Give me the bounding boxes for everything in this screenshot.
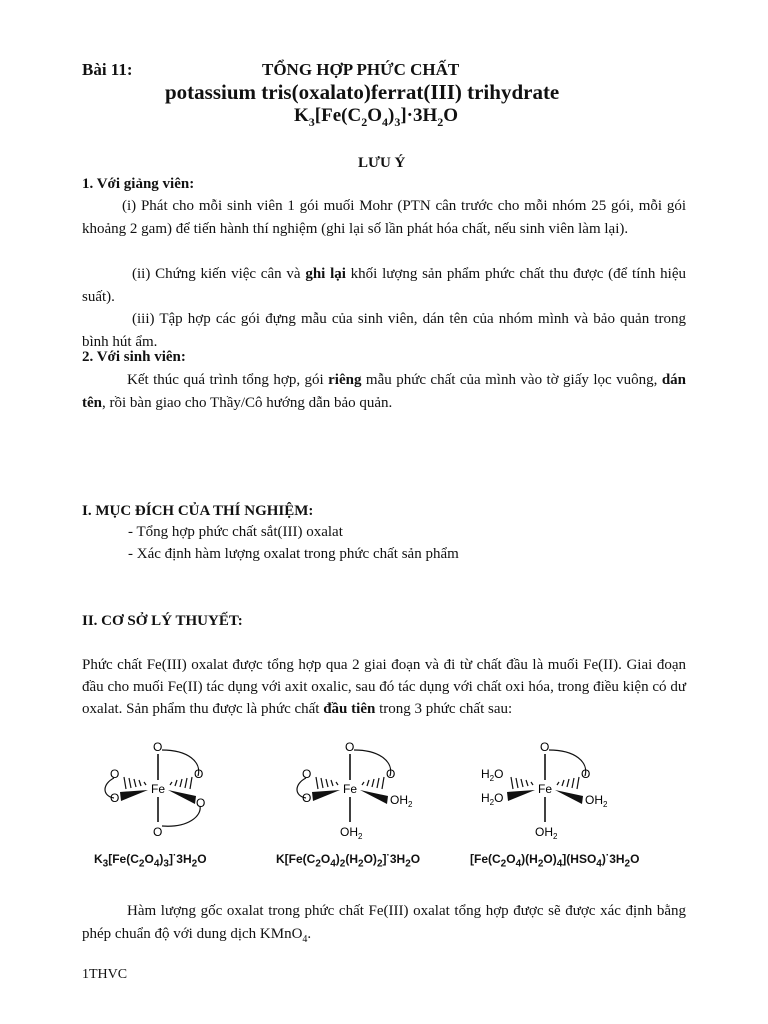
o-atom: O (540, 742, 550, 754)
fe-atom: Fe (538, 782, 553, 796)
o-atom: O (302, 767, 312, 781)
oh2-ligand: $OH_2$ (340, 825, 363, 841)
lecturer-item-ii: (ii) Chứng kiến việc cân và ghi lại khối lượng sản phẩm phức chất thu được (để tính hiệu suất). (82, 266, 686, 305)
o-atom: O (153, 742, 163, 754)
h2o-ligand: $H_2O$ (481, 791, 504, 807)
o-atom: O (345, 742, 355, 754)
structure-label-2: $K[Fe(C_2O_4)_2(H_2O)_2]^\cdot 3H_2O$ (276, 850, 421, 870)
oh2-ligand: $OH_2$ (535, 825, 558, 841)
final-paragraph: Hàm lượng gốc oxalat trong phức chất Fe(III) oxalat tổng hợp được sẽ được xác định bằng phép chuẩn độ với dung dịch KMnO$_4$. (82, 903, 686, 945)
o-atom: O (386, 767, 396, 781)
title-formula: $K_3[Fe(C_2O_4)_3]\cdot 3H_2O$ (294, 105, 459, 129)
structure-label-3: $[Fe(C_2O_4)(H_2O)_4](HSO_4)^\cdot 3H_2O$ (470, 850, 640, 870)
section1-heading: I. MỤC ĐÍCH CỦA THÍ NGHIỆM: (82, 503, 314, 519)
complex-structures (95, 742, 695, 842)
fe-atom: Fe (151, 782, 166, 796)
structure-label-1: $K_3[Fe(C_2O_4)_3]^\cdot 3H_2O$ (94, 850, 207, 870)
section1-item: - Xác định hàm lượng oxalat trong phức chất sản phẩm (128, 546, 459, 562)
oh2-ligand: $OH_2$ (390, 793, 413, 809)
section1-item: - Tổng hợp phức chất sắt(III) oxalat (128, 524, 343, 540)
student-paragraph: Kết thúc quá trình tổng hợp, gói riêng mẫu phức chất của mình vào tờ giấy lọc vuông, dán tên, rồi bàn giao cho Thầy/Cô hướng dẫn bảo quản. (82, 372, 686, 411)
student-heading: 2. Với sinh viên: (82, 349, 186, 365)
o-atom: O (153, 825, 163, 839)
section2-paragraph: Phức chất Fe(III) oxalat được tổng hợp qua 2 giai đoạn và đi từ chất đầu là muối Fe(II). Giai đoạn đầu cho muối Fe(II) tác dụng với axit oxalic, sau đó tác dụng với chất oxi hóa, trong điều kiện có dư oxalat. Sản phẩm thu được là phức chất đầu tiên trong 3 phức chất sau: (82, 657, 686, 717)
section2-heading: II. CƠ SỞ LÝ THUYẾT: (82, 613, 243, 629)
o-atom: O (196, 796, 206, 810)
oh2-ligand: $OH_2$ (585, 793, 608, 809)
o-atom: O (194, 767, 204, 781)
structure-tris-oxalato (105, 742, 205, 839)
lecturer-item-iii: (iii) Tập hợp các gói đựng mẫu của sinh viên, dán tên của nhóm mình và bảo quản trong bình hút ẩm. (82, 311, 686, 350)
o-atom: O (302, 791, 312, 805)
lecturer-heading: 1. Với giảng viên: (82, 176, 195, 192)
lecturer-item-i: (i) Phát cho mỗi sinh viên 1 gói muối Mohr (PTN cân trước cho mỗi nhóm 25 gói, mỗi gói khoảng 2 gam) để tiến hành thí nghiệm (ghi lại số lần phát hóa chất, nếu sinh viên làm lại). (82, 198, 686, 237)
o-atom: O (581, 767, 591, 781)
h2o-ligand: $H_2O$ (481, 767, 504, 783)
title-vietnamese: TỔNG HỢP PHỨC CHẤT (262, 60, 460, 79)
o-atom: O (110, 767, 120, 781)
o-atom: O (110, 791, 120, 805)
note-heading: LƯU Ý (358, 155, 406, 171)
fe-atom: Fe (343, 782, 358, 796)
lesson-number: Bài 11: (82, 60, 133, 79)
title-english: potassium tris(oxalato)ferrat(III) trihydrate (165, 80, 560, 104)
page-footer: 1THVC (82, 967, 128, 982)
structure-bis-oxalato (297, 742, 413, 841)
structure-mono-oxalato (481, 742, 608, 841)
